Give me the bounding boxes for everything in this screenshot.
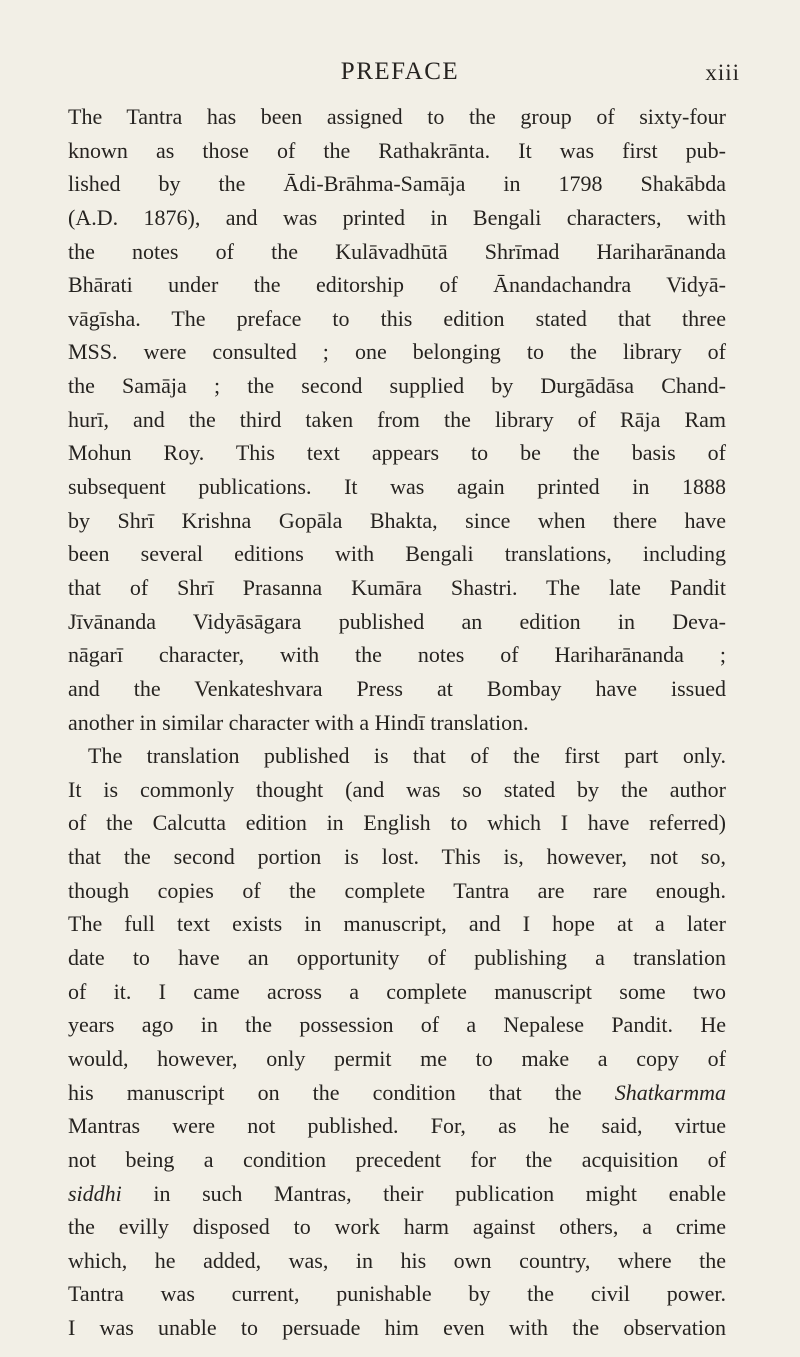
text-line: would, however, only permit me to make a copy of <box>68 1045 726 1071</box>
text-line: been several editions with Bengali translations, including <box>68 541 726 567</box>
text-line: of it. I came across a complete manuscript some two <box>68 978 726 1004</box>
page-number: xiii <box>705 60 740 85</box>
text-line: years ago in the possession of a Nepalese Pandit. He <box>68 1012 726 1038</box>
text-line: Mantras were not published. For, as he said, virtue <box>68 1113 726 1139</box>
text-line: though copies of the complete Tantra are rare enough. <box>68 877 726 903</box>
text-line: which, he added, was, in his own country, where the <box>68 1247 726 1273</box>
text-line: the notes of the Kulāvadhūtā Shrīmad Hariharānanda <box>68 238 726 264</box>
text-line: nāgarī character, with the notes of Hariharānanda ; <box>68 642 726 668</box>
text-line: date to have an opportunity of publishing a translation <box>68 945 726 971</box>
text-line: hurī, and the third taken from the library of Rāja Ram <box>68 406 726 432</box>
italic-term-shatkarmma: Shatkarmma <box>614 1079 726 1105</box>
text-line: that the second portion is lost. This is, however, not so, <box>68 844 726 870</box>
text-line: known as those of the Rathakrānta. It was first pub- <box>68 137 726 163</box>
text-line: the Samāja ; the second supplied by Durgādāsa Chand- <box>68 373 726 399</box>
text-line: lished by the Ādi-Brāhma-Samāja in 1798 Shakābda <box>68 171 726 197</box>
running-title: PREFACE <box>340 58 460 85</box>
text-line: of the Calcutta edition in English to which I have referred) <box>68 810 726 836</box>
text-line: I was unable to persuade him even with the observation <box>68 1315 726 1341</box>
text-line: by Shrī Krishna Gopāla Bhakta, since when there have <box>68 507 726 533</box>
text-line: It is commonly thought (and was so stated by the author <box>68 776 726 802</box>
text-line: The Tantra has been assigned to the group of sixty-four <box>68 104 726 129</box>
text-line-paragraph-start: The translation published is that of the first part only. <box>88 743 726 769</box>
text-line: Jīvānanda Vidyāsāgara published an edition in Deva- <box>68 608 726 634</box>
text-line: another in similar character with a Hindī translation. <box>68 709 529 735</box>
text-line: subsequent publications. It was again printed in 1888 <box>68 474 726 500</box>
text-line: the evilly disposed to work harm against others, a crime <box>68 1214 726 1240</box>
text-line: The full text exists in manuscript, and I hope at a later <box>68 911 726 937</box>
text-line: (A.D. 1876), and was printed in Bengali characters, with <box>68 204 726 230</box>
text-line: Bhārati under the editorship of Ānandachandra Vidyā- <box>68 272 726 298</box>
text-line <box>68 1177 726 1211</box>
text-line: Tantra was current, punishable by the civil power. <box>68 1281 726 1307</box>
text-run: in such Mantras, their publication might enable <box>121 1180 726 1206</box>
text-line: MSS. were consulted ; one belonging to the library of <box>68 339 726 365</box>
preface-body <box>68 100 726 1345</box>
text-line: not being a condition precedent for the acquisition of <box>68 1146 726 1172</box>
text-line: Mohun Roy. This text appears to be the basis of <box>68 440 726 466</box>
italic-term-siddhi: siddhi <box>68 1180 122 1206</box>
text-line <box>68 1076 726 1110</box>
text-line: and the Venkateshvara Press at Bombay have issued <box>68 675 726 701</box>
text-line: that of Shrī Prasanna Kumāra Shastri. The late Pandit <box>68 574 726 600</box>
page-header <box>0 58 800 98</box>
text-run: his manuscript on the condition that the <box>68 1079 615 1105</box>
text-line: vāgīsha. The preface to this edition stated that three <box>68 305 726 331</box>
